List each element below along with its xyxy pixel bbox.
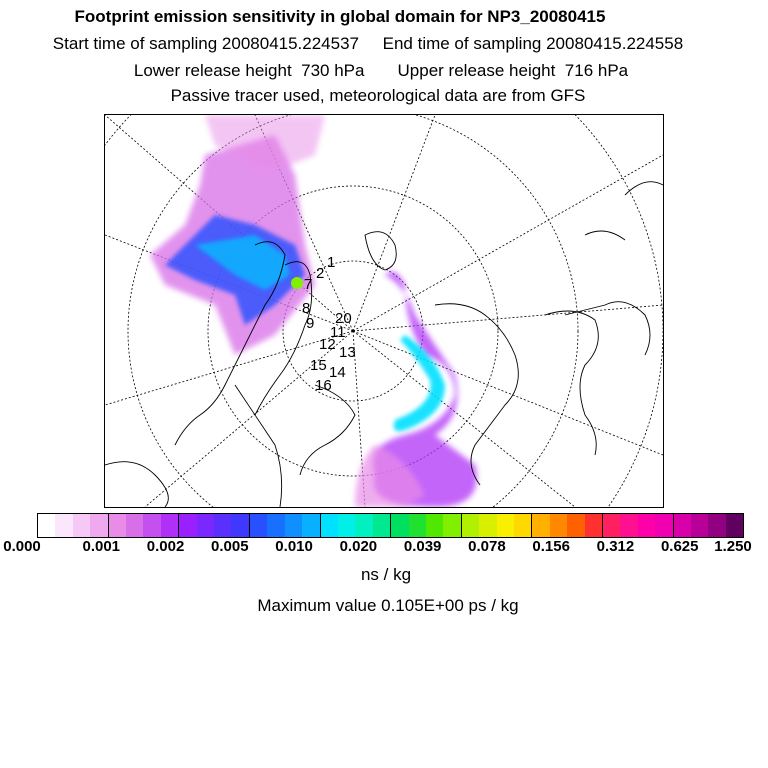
colorbar-segment xyxy=(55,514,72,537)
release-label: 8 xyxy=(302,300,311,317)
colorbar-segment xyxy=(302,514,320,537)
colorbar-segment xyxy=(179,514,196,537)
release-label: 14 xyxy=(329,364,346,381)
colorbar-segment xyxy=(267,514,284,537)
colorbar-segment xyxy=(462,514,479,537)
units-label: ns / kg xyxy=(360,565,412,584)
colorbar-tick-label: 0.156 xyxy=(532,538,570,555)
colorbar-segment xyxy=(514,514,532,537)
colorbar-segment xyxy=(285,514,302,537)
footprint-plume xyxy=(150,115,477,507)
colorbar-tick-label: 0.312 xyxy=(596,538,635,555)
release-label: 1 xyxy=(327,254,336,271)
release-label: 13 xyxy=(339,344,356,361)
colorbar-tick-label: 0.078 xyxy=(468,538,506,555)
release-label: 11 xyxy=(330,324,346,341)
colorbar-segment xyxy=(197,514,214,537)
colorbar-tick-labels xyxy=(0,538,768,558)
colorbar-segment xyxy=(214,514,231,537)
colorbar-segment xyxy=(90,514,108,537)
max-value-label: Maximum value 0.105E+00 ps / kg xyxy=(257,596,519,615)
colorbar-tick-label: 0.010 xyxy=(275,538,313,555)
colorbar-segment xyxy=(373,514,391,537)
colorbar-segment xyxy=(708,514,725,537)
colorbar-segment xyxy=(443,514,461,537)
colorbar-tick-label: 0.020 xyxy=(339,538,378,555)
colorbar-segment xyxy=(355,514,372,537)
colorbar-segment xyxy=(691,514,708,537)
sampling-times: Start time of sampling 20080415.224537 End time of sampling 20080415.224558 xyxy=(52,34,684,53)
colorbar-tick-label: 0.001 xyxy=(82,538,121,555)
map-canvas xyxy=(105,115,663,507)
release-label: 16 xyxy=(315,377,332,394)
plot-title: Footprint emission sensitivity in global domain for NP3_20080415 xyxy=(74,7,606,26)
colorbar-segment xyxy=(638,514,655,537)
colorbar-segment xyxy=(126,514,143,537)
colorbar-segment xyxy=(38,514,55,537)
colorbar-tick-label: 0.625 xyxy=(660,538,699,555)
colorbar-segment xyxy=(321,514,338,537)
release-label: 7 xyxy=(304,276,313,293)
colorbar-segment xyxy=(603,514,620,537)
colorbar-segment xyxy=(409,514,426,537)
colorbar-tick-label: 1.250 xyxy=(714,538,752,555)
release-heights: Lower release height 730 hPa Upper release height 716 hPa xyxy=(133,61,629,80)
colorbar-segment xyxy=(143,514,160,537)
colorbar xyxy=(37,513,744,538)
polar-map xyxy=(104,114,664,508)
colorbar-segment xyxy=(497,514,514,537)
release-label: 20 xyxy=(335,310,352,327)
colorbar-tick-label: 0.005 xyxy=(211,538,249,555)
release-label: 12 xyxy=(319,336,336,353)
colorbar-segment xyxy=(161,514,179,537)
colorbar-tick-label: 0.039 xyxy=(403,538,442,555)
colorbar-segment xyxy=(109,514,126,537)
tracer-info: Passive tracer used, meteorological data are from GFS xyxy=(170,86,586,105)
colorbar-segment xyxy=(391,514,408,537)
colorbar-segment xyxy=(620,514,637,537)
colorbar-segment xyxy=(250,514,267,537)
colorbar-segment xyxy=(585,514,603,537)
colorbar-segment xyxy=(338,514,355,537)
colorbar-segment xyxy=(73,514,90,537)
colorbar-tick-label: 0.000 xyxy=(3,538,41,555)
release-label: 15 xyxy=(310,357,327,374)
colorbar-tick-label: 0.002 xyxy=(146,538,185,555)
colorbar-segment xyxy=(231,514,249,537)
colorbar-segment xyxy=(550,514,567,537)
release-label: 9 xyxy=(306,315,315,332)
colorbar-segment xyxy=(726,514,743,537)
colorbar-segment xyxy=(655,514,673,537)
colorbar-segment xyxy=(674,514,691,537)
colorbar-segment xyxy=(532,514,549,537)
colorbar-segment xyxy=(567,514,584,537)
release-label: 2 xyxy=(316,265,325,282)
colorbar-segment xyxy=(479,514,496,537)
colorbar-segment xyxy=(426,514,443,537)
